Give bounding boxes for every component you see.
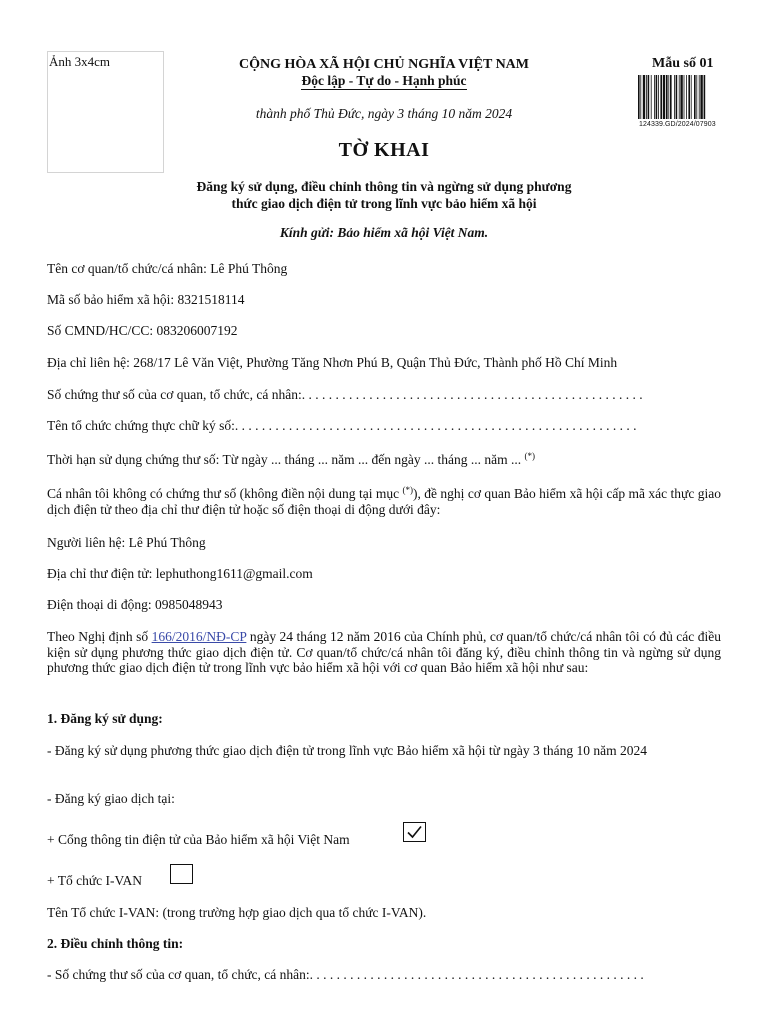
barcode-bar (654, 75, 655, 119)
barcode-bar (668, 75, 669, 119)
certificate-authority-field: Tên tổ chức chứng thực chữ ký số:. . . . . . . . . . . . . . . . . . . . . . . . . . . . . . . . . . . . . . . . . . . . . . . . . . . . . . . . . . . . (47, 418, 637, 433)
barcode-bar (694, 75, 696, 119)
certificate-period-mark: (*) (524, 451, 535, 461)
certificate-period-field (47, 452, 722, 468)
barcode-bar (666, 75, 668, 119)
option-ivan-checkbox[interactable] (170, 864, 193, 884)
barcode-bar (700, 75, 702, 119)
barcode-bar (658, 75, 659, 119)
barcode-bar (643, 75, 645, 119)
barcode-bar (646, 75, 647, 119)
decree-paragraph: Theo Nghị định số 166/2016/NĐ-CP ngày 24 tháng 12 năm 2016 của Chính phủ, cơ quan/tổ chức/cá nhân tôi có đủ các điều kiện sử dụng phương thức giao dịch điện tử. Cơ quan/tổ chức/cá nhân tôi đăng ký, điều chỉnh thông tin và ngừng sử dụng phương thức giao dịch điện tử trong lĩnh vực bảo hiểm xã hội với cơ quan Bảo hiểm xã hội như sau: (47, 629, 721, 675)
address-field: Địa chỉ liên hệ: 268/17 Lê Văn Việt, Phường Tăng Nhơn Phú B, Quận Thủ Đức, Thành phố Hồ Chí Minh (47, 355, 618, 370)
barcode-bar (699, 75, 700, 119)
form-subtitle-line-1: Đăng ký sử dụng, điều chỉnh thông tin và ngừng sử dụng phương (196, 179, 572, 194)
barcode-bar (670, 75, 672, 119)
email-field: Địa chỉ thư điện tử: lephuthong1611@gmail.com (47, 566, 313, 581)
place-and-date: thành phố Thủ Đức, ngày 3 tháng 10 năm 2024 (255, 106, 513, 121)
form-subtitle (0, 178, 768, 212)
photo-label: Ảnh 3x4cm (49, 54, 111, 69)
option-portal-label: + Cổng thông tin điện tử của Bảo hiểm xã hội Việt Nam (47, 832, 350, 847)
decree-link[interactable]: 166/2016/NĐ-CP (151, 629, 247, 644)
barcode-bar (656, 75, 658, 119)
barcode-bar (679, 75, 680, 119)
no-certificate-paragraph: Cá nhân tôi không có chứng thư số (không điền nội dung tại mục (*)), đề nghị cơ quan Bảo hiểm xã hội cấp mã xác thực giao dịch điện tử theo địa chỉ thư điện tử hoặc số điện thoại di động dưới đây: (47, 485, 722, 517)
option-portal-checkbox[interactable] (403, 822, 426, 842)
barcode-bar (684, 75, 685, 119)
barcode-bar (696, 75, 697, 119)
section-1-register-date: - Đăng ký sử dụng phương thức giao dịch điện tử trong lĩnh vực Bảo hiểm xã hội từ ngày 3 tháng 10 năm 2024 (47, 743, 647, 758)
org-name-field: Tên cơ quan/tổ chức/cá nhân: Lê Phú Thông (47, 261, 288, 276)
barcode-bar (676, 75, 678, 119)
barcode-bar (680, 75, 682, 119)
barcode-number: 124339.GD/2024/07903 (639, 121, 716, 128)
barcode-bar (686, 75, 687, 119)
barcode-bar (688, 75, 690, 119)
form-subtitle-line-2: thức giao dịch điện tử trong lĩnh vực bảo hiểm xã hội (231, 196, 537, 211)
contact-person-field: Người liên hệ: Lê Phú Thông (47, 535, 206, 550)
no-certificate-mark: (*) (402, 485, 414, 495)
option-ivan-label: + Tổ chức I-VAN (47, 873, 143, 888)
checkmark-icon (404, 823, 425, 841)
form-number: Mẫu số 01 (652, 56, 714, 71)
barcode-bar (663, 75, 665, 119)
barcode-bar (691, 75, 692, 119)
form-title: TỜ KHAI (338, 139, 430, 161)
certificate-number-field: Số chứng thư số của cơ quan, tổ chức, cá nhân:. . . . . . . . . . . . . . . . . . . . . . . . . . . . . . . . . . . . . . . . . . . . . . . . . . . (47, 387, 643, 402)
recipient-line: Kính gửi: Bảo hiểm xã hội Việt Nam. (279, 225, 489, 240)
barcode-bar (704, 75, 706, 119)
barcode-bar (674, 75, 675, 119)
barcode-bar (651, 75, 652, 119)
phone-field: Điện thoại di động: 0985048943 (47, 597, 223, 612)
ivan-name-field: Tên Tổ chức I-VAN: (trong trường hợp giao dịch qua tổ chức I-VAN). (47, 905, 427, 920)
national-title: CỘNG HÒA XÃ HỘI CHỦ NGHĨA VIỆT NAM (238, 57, 529, 72)
national-motto: Độc lập - Tự do - Hạnh phúc (301, 73, 467, 88)
id-number-field: Số CMND/HC/CC: 083206007192 (47, 323, 238, 338)
barcode-bar (660, 75, 662, 119)
section-2-heading: 2. Điều chỉnh thông tin: (47, 936, 184, 951)
section-1-register-at: - Đăng ký giao dịch tại: (47, 791, 175, 806)
barcode-bar (638, 75, 640, 119)
certificate-period-text: Thời hạn sử dụng chứng thư số: Từ ngày ... tháng ... năm ... đến ngày ... tháng ... năm ... (47, 452, 525, 467)
barcode-bar (640, 75, 641, 119)
barcode-image (637, 75, 729, 119)
section-1-heading: 1. Đăng ký sử dụng: (47, 711, 163, 726)
barcode-bar (648, 75, 650, 119)
insurance-code-field: Mã số bảo hiểm xã hội: 8321518114 (47, 292, 245, 307)
section-2-certificate-number: - Số chứng thư số của cơ quan, tổ chức, cá nhân:. . . . . . . . . . . . . . . . . . . . . . . . . . . . . . . . . . . . . . . . . . . . . . . . . . (47, 967, 644, 982)
